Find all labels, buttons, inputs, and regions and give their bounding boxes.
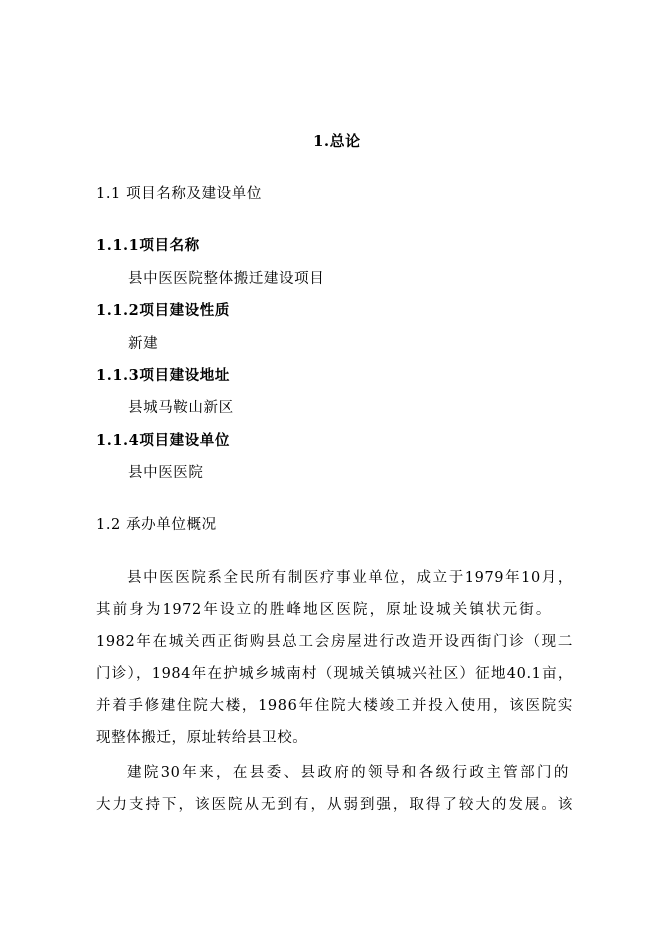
paragraph-line: 并着手修建住院大楼，1986年住院大楼竣工并投入使用，该医院实	[96, 698, 573, 714]
subsection-heading-project-nature: 1.1.2项目建设性质	[96, 302, 230, 319]
section-heading-1-2: 1.2 承办单位概况	[96, 517, 217, 533]
paragraph-line: 县中医医院系全民所有制医疗事业单位，成立于1979年10月，	[127, 570, 573, 586]
paragraph-line: 大力支持下，该医院从无到有，从弱到强，取得了较大的发展。该	[96, 797, 573, 813]
project-unit-value: 县中医医院	[128, 465, 204, 481]
paragraph-line: 其前身为1972年设立的胜峰地区医院，原址设城关镇状元街。	[96, 602, 551, 618]
project-name-value: 县中医医院整体搬迁建设项目	[128, 271, 325, 287]
project-nature-value: 新建	[128, 336, 159, 352]
paragraph-line: 现整体搬迁，原址转给县卫校。	[96, 730, 308, 746]
subsection-heading-project-unit: 1.1.4项目建设单位	[96, 432, 230, 449]
subsection-heading-project-address: 1.1.3项目建设地址	[96, 367, 230, 384]
paragraph-line: 建院30年来，在县委、县政府的领导和各级行政主管部门的	[127, 765, 569, 781]
subsection-heading-project-name: 1.1.1项目名称	[96, 237, 200, 254]
project-address-value: 县城马鞍山新区	[128, 400, 234, 416]
chapter-title: 1.总论	[313, 132, 361, 150]
paragraph-line: 1982年在城关西正街购县总工会房屋进行改造开设西街门诊（现二	[96, 634, 573, 650]
paragraph-line: 门诊），1984年在护城乡城南村（现城关镇城兴社区）征地40.1亩，	[96, 666, 573, 682]
section-heading-1-1: 1.1 项目名称及建设单位	[96, 186, 262, 202]
